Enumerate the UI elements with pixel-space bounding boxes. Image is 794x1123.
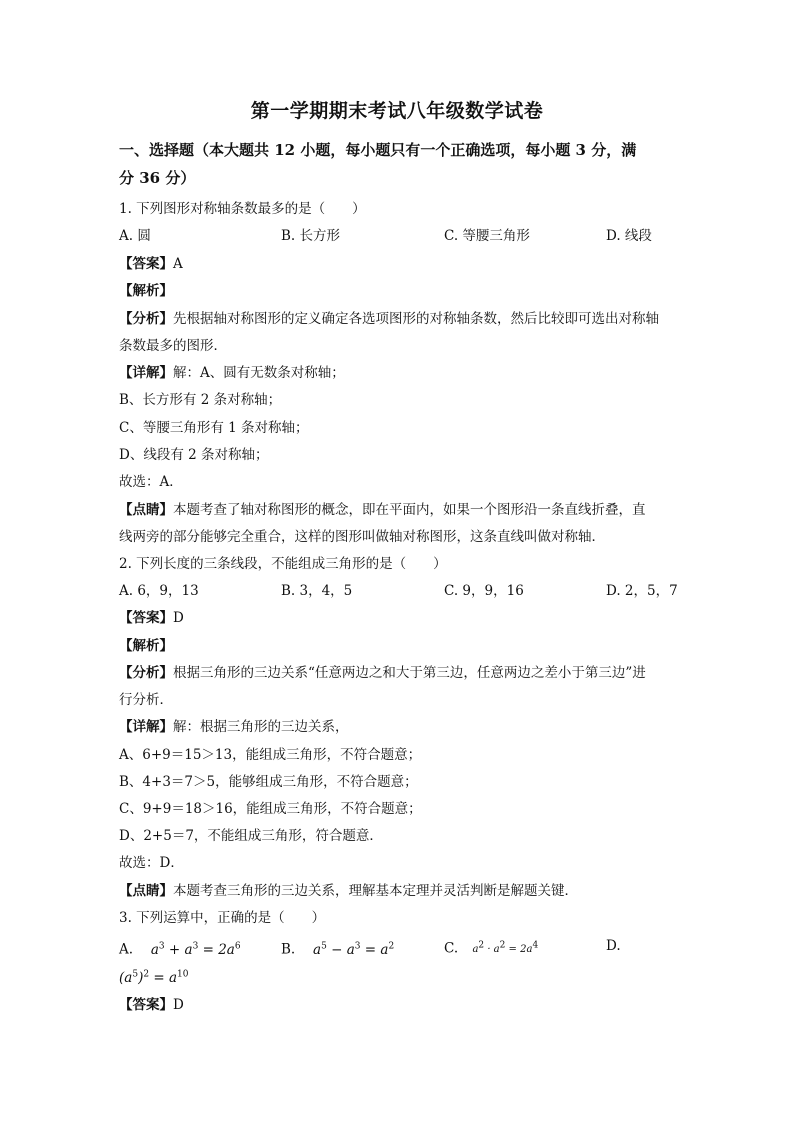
q3-option-b [281,936,394,960]
q3-option-a [119,936,241,960]
formula-image: $a^5 - a^3 = a^2$ [299,941,395,958]
section-heading-line2: 分 36 分） [119,169,196,187]
q1-dianjing [119,500,679,520]
q3-option-c [444,936,538,960]
formula-image: $(a^5)^2 = a^{10}$ [119,969,189,986]
q1-option-d: D. 线段 [606,228,652,244]
q1-options [119,226,679,246]
dianjing-tag: 【点睛】 [119,502,173,518]
q1-step: B、长方形有 2 条对称轴； [119,392,282,408]
q2-step: C、9+9＝18＞16，能组成三角形，不符合题意； [119,801,422,817]
q1-option-c: C. 等腰三角形 [444,228,530,244]
q2-dianjing [119,881,679,901]
q1-fenxi-cont: 条数最多的图形． [119,338,227,354]
q2-option-a: A. 6，9，13 [119,583,199,599]
answer-tag: 【答案】 [119,997,173,1013]
xiangjie-text: 解：根据三角形的三边关系， [173,719,349,735]
q2-fenxi-cont: 行分析． [119,692,173,708]
dianjing-tag: 【点睛】 [119,883,173,899]
q1-xiangjie [119,363,679,383]
q2-xiangjie [119,717,679,737]
q2-step: B、4+3＝7＞5，能够组成三角形，不符合题意； [119,774,418,790]
q1-step: C、等腰三角形有 1 条对称轴； [119,420,309,436]
q2-fenxi [119,663,679,683]
fenxi-text: 先根据轴对称图形的定义确定各选项图形的对称轴条数，然后比较即可选出对称轴 [173,311,659,327]
section-heading-line1: 一、选择题（本大题共 12 小题，每小题只有一个正确选项，每小题 3 分，满 [119,141,637,159]
q2-option-d: D. 2，5，7 [606,583,678,599]
formula-image: $a^3 + a^3 = 2a^6$ [137,941,241,958]
dianjing-text: 本题考查三角形的三边关系，理解基本定理并灵活判断是解题关键． [173,883,578,899]
q2-answer [119,608,679,628]
answer-value: A [173,256,183,272]
page-title: 第一学期期末考试八年级数学试卷 [250,100,544,122]
fenxi-tag: 【分析】 [119,311,173,327]
q3-option-d: D. [606,938,621,954]
q3-option-d-formula [119,964,679,988]
q3-stem: 3. 下列运算中，正确的是（ ） [119,910,326,926]
fenxi-text: 根据三角形的三边关系“任意两边之和大于第三边，任意两边之差小于第三边”进 [173,665,646,681]
q2-step: D、2+5＝7，不能组成三角形，符合题意． [119,828,383,844]
xiangjie-text: 解：A、圆有无数条对称轴； [173,365,345,381]
answer-tag: 【答案】 [119,610,173,626]
q1-dianjing-cont: 线两旁的部分能够完全重合，这样的图形叫做轴对称图形，这条直线叫做对称轴． [119,529,605,545]
q1-fenxi [119,309,679,329]
q1-stem: 1. 下列图形对称轴条数最多的是（ ） [119,201,366,217]
q2-options [119,581,679,601]
dianjing-text: 本题考查了轴对称图形的概念，即在平面内，如果一个图形沿一条直线折叠，直 [173,502,646,518]
fenxi-tag: 【分析】 [119,665,173,681]
xiangjie-tag: 【详解】 [119,719,173,735]
option-label: B. [281,941,296,958]
option-label: C. [444,940,459,957]
xiangjie-tag: 【详解】 [119,365,173,381]
answer-tag: 【答案】 [119,256,173,272]
q1-answer [119,254,679,274]
option-label: A. [119,941,134,958]
q2-option-c: C. 9，9，16 [444,583,524,599]
q1-option-a: A. 圆 [119,228,151,244]
q1-option-b: B. 长方形 [281,228,341,244]
formula-image: $a^2 \cdot a^2 = 2a^4$ [462,941,539,956]
q2-step: A、6+9＝15＞13，能组成三角形，不符合题意； [119,747,422,763]
q3-options [119,936,679,956]
answer-value: D [173,610,184,626]
q2-analysis-tag: 【解析】 [119,638,173,654]
q2-option-b: B. 3，4，5 [281,583,353,599]
q3-answer [119,995,679,1015]
q1-step: D、线段有 2 条对称轴； [119,447,269,463]
q2-step: 故选：D． [119,855,184,871]
section-heading [119,136,679,192]
q1-analysis-tag: 【解析】 [119,283,173,299]
answer-value: D [173,997,184,1013]
q2-stem: 2. 下列长度的三条线段，不能组成三角形的是（ ） [119,556,447,572]
q1-step: 故选：A． [119,474,183,490]
